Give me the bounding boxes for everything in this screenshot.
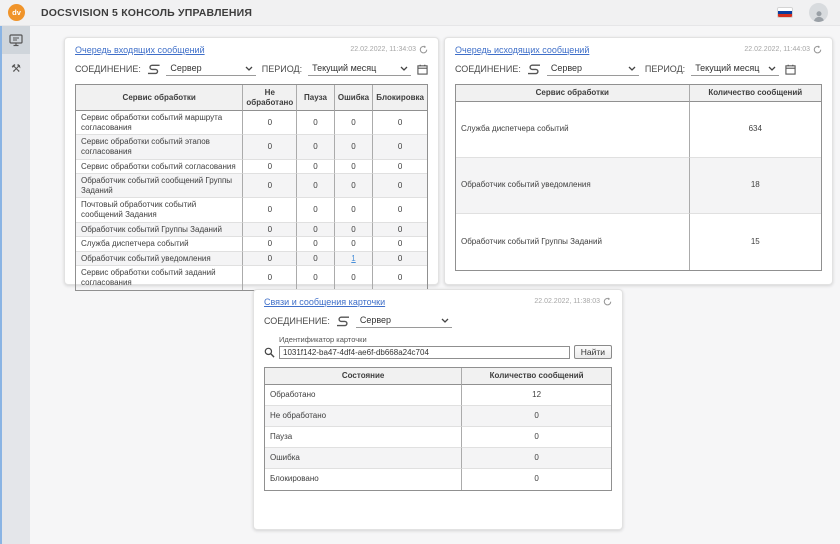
column-header: Не обработано: [243, 85, 297, 111]
connection-icon: [336, 315, 350, 327]
period-select[interactable]: [691, 62, 779, 76]
count-cell: 0: [335, 111, 374, 135]
count-cell: 0: [297, 223, 335, 238]
app-logo: dv: [8, 4, 25, 21]
period-select-value: Текущий месяц: [695, 63, 760, 73]
count-cell: 0: [243, 223, 297, 238]
table-row: [76, 174, 427, 198]
state-cell: Ошибка: [265, 448, 462, 469]
connection-label: СОЕДИНЕНИЕ:: [455, 64, 521, 74]
table-row: [265, 469, 611, 490]
refresh-icon[interactable]: [419, 45, 428, 54]
connection-select[interactable]: [547, 62, 639, 76]
table-row: [265, 385, 611, 406]
table-header-row: [265, 368, 611, 385]
count-cell: 0: [335, 160, 374, 175]
column-header: Блокировка: [373, 85, 427, 111]
table-row: [76, 135, 427, 159]
table-row: [76, 160, 427, 175]
outgoing-queue-panel: [444, 37, 833, 285]
count-cell: 0: [373, 252, 427, 267]
count-cell: 0: [373, 223, 427, 238]
service-cell: Обработчик событий Группы Заданий: [76, 223, 243, 238]
connection-label: СОЕДИНЕНИЕ:: [75, 64, 141, 74]
service-cell: Служба диспетчера событий: [76, 237, 243, 252]
person-icon: [813, 10, 825, 22]
service-cell: Обработчик событий уведомления: [76, 252, 243, 267]
count-cell: 0: [243, 252, 297, 267]
count-cell: 0: [243, 111, 297, 135]
language-flag-icon[interactable]: [777, 7, 793, 18]
count-cell: 0: [335, 198, 374, 222]
app-title: DOCSVISION 5 КОНСОЛЬ УПРАВЛЕНИЯ: [41, 6, 253, 19]
outgoing-queue-table: [455, 84, 822, 271]
chevron-down-icon: [441, 318, 449, 323]
table-row: [456, 214, 821, 270]
count-cell: 0: [243, 135, 297, 159]
count-cell: 0: [297, 252, 335, 267]
table-row: [456, 102, 821, 158]
connection-select[interactable]: [166, 62, 255, 76]
count-cell: 0: [297, 174, 335, 198]
user-avatar[interactable]: [809, 3, 828, 22]
column-header: Сервис обработки: [76, 85, 243, 111]
find-button[interactable]: Найти: [574, 345, 612, 359]
table-row: [76, 111, 427, 135]
count-cell: 0: [243, 237, 297, 252]
count-cell: 0: [335, 266, 374, 289]
incoming-queue-title-link[interactable]: Очередь входящих сообщений: [75, 45, 205, 55]
sidebar-item-tools[interactable]: [2, 54, 30, 82]
outgoing-timestamp: 22.02.2022, 11:44:03: [744, 46, 810, 53]
sidebar: [0, 26, 30, 544]
state-cell: Не обработано: [265, 406, 462, 427]
count-cell: 0: [243, 266, 297, 289]
calendar-icon[interactable]: [785, 64, 796, 75]
connection-select-value: Сервер: [359, 315, 392, 325]
table-row: [76, 223, 427, 238]
tools-icon: ⚒: [11, 61, 21, 75]
column-header: Количество сообщений: [690, 85, 821, 102]
chevron-down-icon: [628, 66, 636, 71]
count-cell: 18: [690, 158, 821, 214]
count-cell: 0: [297, 198, 335, 222]
connection-select-value: Сервер: [550, 63, 583, 73]
calendar-icon[interactable]: [417, 64, 428, 75]
service-cell: Служба диспетчера событий: [456, 102, 690, 158]
state-cell: Обработано: [265, 385, 462, 406]
service-cell: Обработчик событий уведомления: [456, 158, 690, 214]
incoming-queue-panel: [64, 37, 439, 285]
chevron-down-icon: [245, 66, 253, 71]
table-row: [265, 406, 611, 427]
chevron-down-icon: [768, 66, 776, 71]
count-cell: 0: [297, 135, 335, 159]
column-header: Состояние: [265, 368, 462, 385]
count-cell: 0: [243, 198, 297, 222]
chevron-down-icon: [400, 66, 408, 71]
service-cell: Сервис обработки событий заданий согласования: [76, 266, 243, 289]
card-timestamp: 22.02.2022, 11:38:03: [534, 298, 600, 305]
count-cell: 0: [462, 448, 611, 469]
count-cell: 0: [534, 474, 539, 484]
column-header: Ошибка: [335, 85, 374, 111]
count-cell: 0: [243, 174, 297, 198]
service-cell: Почтовый обработчик событий сообщений Задания: [76, 198, 243, 222]
count-cell: 0: [297, 160, 335, 175]
table-header-row: [456, 85, 821, 102]
service-cell: Сервис обработки событий согласования: [76, 160, 243, 175]
count-cell: 0: [243, 160, 297, 175]
top-bar: [0, 0, 840, 26]
count-cell: 0: [335, 174, 374, 198]
table-row: [76, 252, 427, 267]
count-cell: 0: [462, 427, 611, 448]
table-row: [76, 237, 427, 252]
connection-select[interactable]: [356, 314, 452, 328]
search-icon: [264, 347, 275, 358]
table-row: [76, 266, 427, 289]
count-cell: 12: [462, 385, 611, 406]
table-header-row: [76, 85, 427, 111]
column-header: Количество сообщений: [462, 368, 611, 385]
outgoing-queue-title-link[interactable]: Очередь исходящих сообщений: [455, 45, 590, 55]
column-header: Пауза: [297, 85, 335, 111]
count-cell: 0: [297, 266, 335, 289]
card-messages-panel: [253, 289, 623, 530]
count-cell: 0: [373, 237, 427, 252]
table-row: [265, 448, 611, 469]
card-id-label: Идентификатор карточки: [279, 335, 367, 344]
card-id-input[interactable]: [279, 346, 570, 359]
error-count-link[interactable]: 1: [351, 253, 356, 263]
sidebar-item-monitoring[interactable]: [2, 26, 30, 54]
connection-icon: [527, 63, 541, 75]
count-cell: 15: [750, 236, 760, 246]
period-label: ПЕРИОД:: [644, 64, 686, 74]
period-select[interactable]: [308, 62, 411, 76]
count-cell: 0: [373, 198, 427, 222]
count-cell: 0: [373, 174, 427, 198]
count-cell: 634: [690, 102, 821, 158]
service-cell: Обработчик событий Группы Заданий: [456, 214, 690, 270]
connection-select-value: Сервер: [170, 63, 202, 73]
column-header: Сервис обработки: [456, 85, 690, 102]
monitor-icon: [9, 34, 23, 47]
table-row: [265, 427, 611, 448]
connection-icon: [147, 63, 161, 75]
state-cell: Блокировано: [265, 469, 462, 490]
incoming-queue-table: [75, 84, 428, 291]
count-cell: 0: [297, 237, 335, 252]
state-cell: Пауза: [265, 427, 462, 448]
period-select-value: Текущий месяц: [312, 63, 377, 73]
refresh-icon[interactable]: [813, 45, 822, 54]
incoming-timestamp: 22.02.2022, 11:34:03: [350, 46, 416, 53]
count-cell: 0: [335, 237, 374, 252]
count-cell: 0: [297, 111, 335, 135]
service-cell: Обработчик событий сообщений Группы Заданий: [76, 174, 243, 198]
count-cell: 0: [373, 135, 427, 159]
table-row: [76, 198, 427, 222]
service-cell: Сервис обработки событий маршрута согласования: [76, 111, 243, 135]
count-cell: 0: [373, 160, 427, 175]
connection-label: СОЕДИНЕНИЕ:: [264, 316, 330, 326]
period-label: ПЕРИОД:: [261, 64, 303, 74]
count-cell: 0: [462, 406, 611, 427]
service-cell: Сервис обработки событий этапов согласования: [76, 135, 243, 159]
count-cell: 0: [335, 223, 374, 238]
card-messages-title-link[interactable]: Связи и сообщения карточки: [264, 297, 386, 307]
count-cell: 0: [335, 135, 374, 159]
table-row: [456, 158, 821, 214]
card-messages-table: [264, 367, 612, 491]
refresh-icon[interactable]: [603, 297, 612, 306]
count-cell: 0: [397, 273, 403, 283]
count-cell: 0: [373, 111, 427, 135]
